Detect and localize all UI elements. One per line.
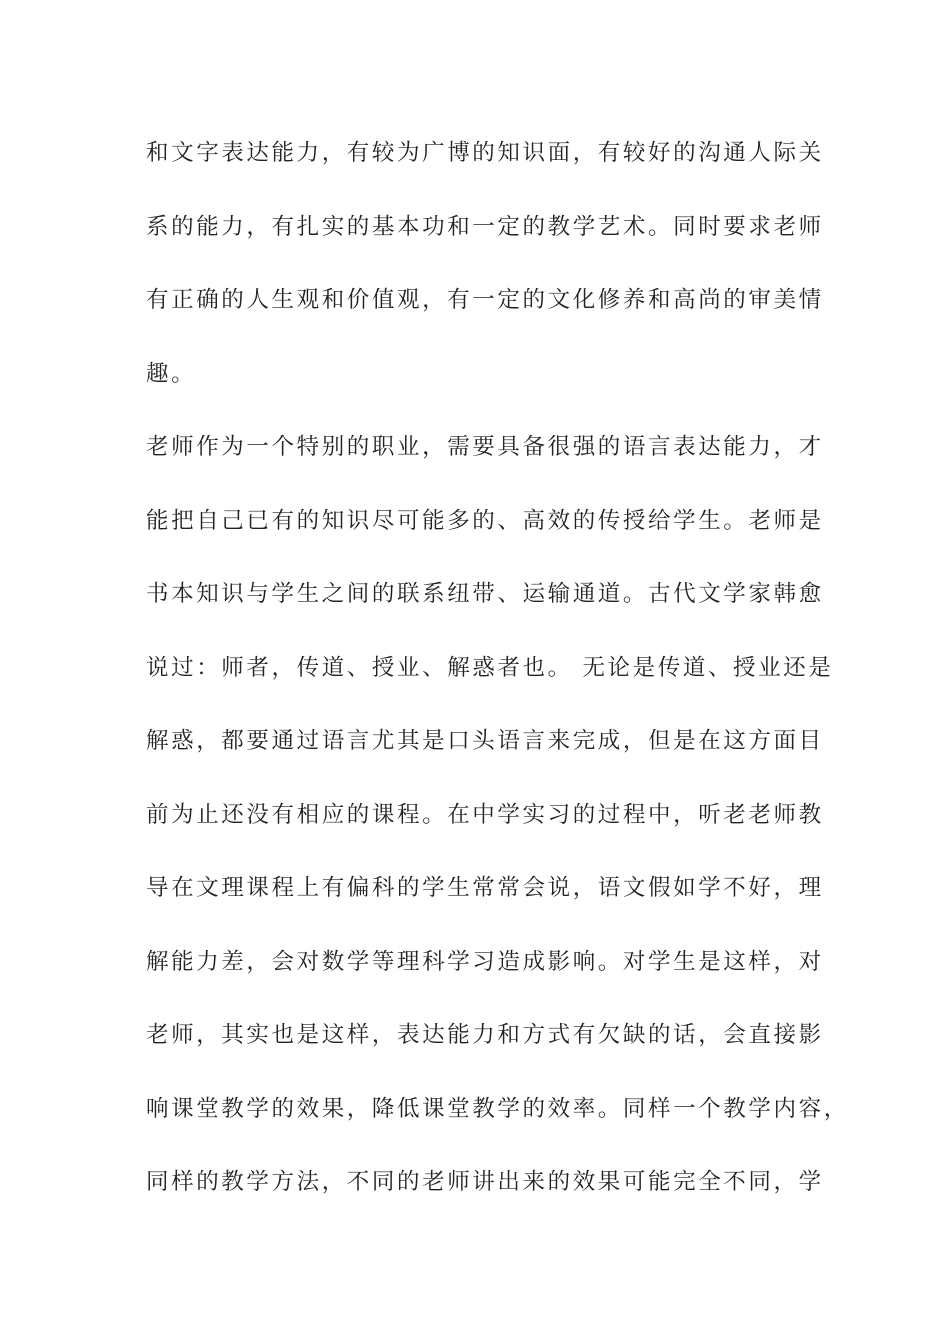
text-line: 能把自己已有的知识尽可能多的、高效的传授给学生。老师是 <box>146 507 824 534</box>
text-line: 老师，其实也是这样，表达能力和方式有欠缺的话，会直接影 <box>146 1022 824 1048</box>
text-line: 说过：师者，传道、授业、解惑者也。 无论是传道、授业还是 <box>146 654 834 681</box>
text-line: 和文字表达能力，有较为广博的知识面，有较好的沟通人际关 <box>146 140 824 166</box>
text-line: 同样的教学方法，不同的老师讲出来的效果可能完全不同，学 <box>146 1169 824 1195</box>
text-line: 有正确的人生观和价值观，有一定的文化修养和高尚的审美情 <box>146 287 824 313</box>
text-line: 书本知识与学生之间的联系纽带、运输通道。古代文学家韩愈 <box>146 581 824 607</box>
text-line: 响课堂教学的效果，降低课堂教学的效率。同样一个教学内容， <box>146 1095 849 1122</box>
text-line: 导在文理课程上有偏科的学生常常会说，语文假如学不好，理 <box>146 875 824 901</box>
text-line: 趣。 <box>146 360 197 387</box>
text-line: 系的能力，有扎实的基本功和一定的教学艺术。同时要求老师 <box>146 213 824 240</box>
text-line: 解惑，都要通过语言尤其是口头语言来完成，但是在这方面目 <box>146 728 824 754</box>
body-text <box>146 131 849 1234</box>
text-line: 解能力差，会对数学等理科学习造成影响。对学生是这样，对 <box>146 948 824 975</box>
text-line: 前为止还没有相应的课程。在中学实习的过程中，听老老师教 <box>146 801 824 828</box>
text-line: 老师作为一个特别的职业，需要具备很强的语言表达能力，才 <box>146 434 824 460</box>
